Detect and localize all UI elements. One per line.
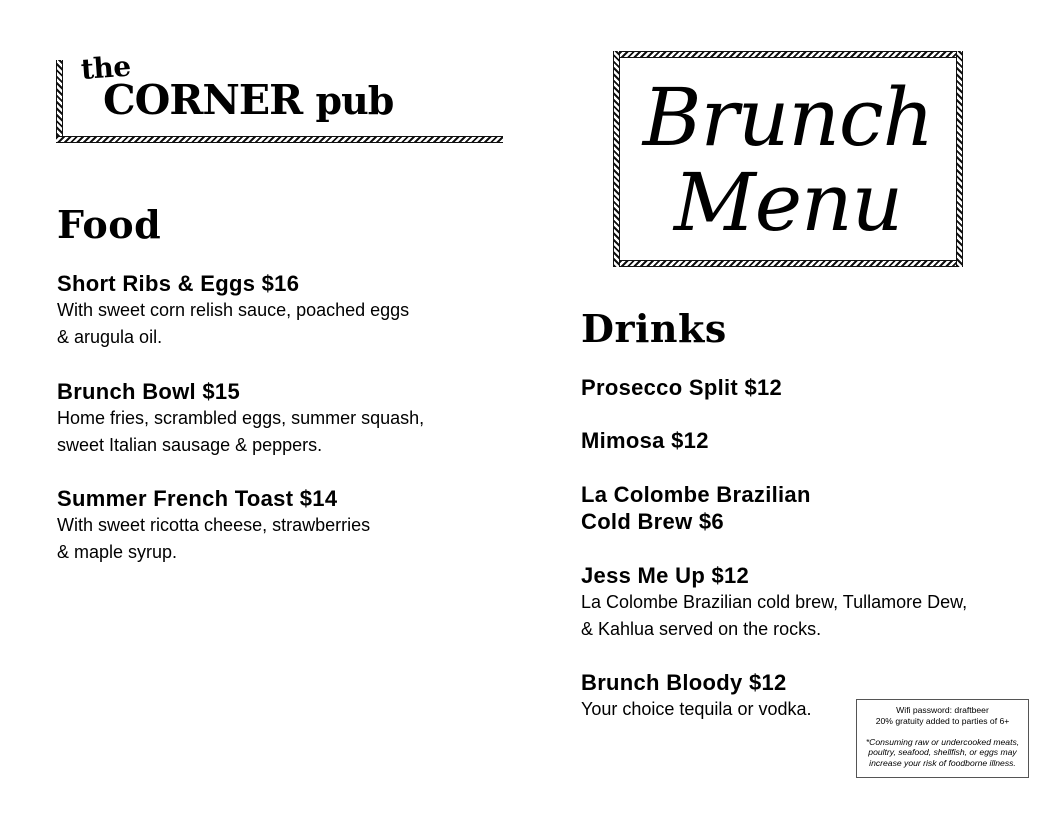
drink-item-desc: Your choice tequila or vodka. <box>581 699 812 719</box>
food-item-name: Summer French Toast $14 <box>57 486 338 511</box>
drink-item <box>581 562 967 643</box>
food-item-desc: With sweet ricotta cheese, strawberries <box>57 515 371 535</box>
food-item-desc: With sweet corn relish sauce, poached eggs <box>57 300 410 320</box>
food-item <box>57 378 424 459</box>
logo-corner-pub <box>103 76 394 124</box>
disclaimer-line: increase your risk of foodborne illness. <box>869 758 1016 769</box>
title-rope-bottom <box>613 260 963 267</box>
drink-item-name: Prosecco Split $12 <box>581 375 783 400</box>
drinks-heading: Drinks <box>581 306 727 351</box>
food-item-desc: Home fries, scrambled eggs, summer squash, <box>57 408 425 428</box>
drink-item <box>581 669 811 723</box>
food-item-desc: sweet Italian sausage & peppers. <box>57 435 323 455</box>
food-item-desc: & arugula oil. <box>57 327 163 347</box>
drink-item-desc: & Kahlua served on the rocks. <box>581 619 822 639</box>
notice-box <box>856 699 1029 778</box>
food-item <box>57 485 370 566</box>
drink-item <box>581 374 782 401</box>
disclaimer-line: *Consuming raw or undercooked meats, <box>865 736 1020 747</box>
drink-item-desc: La Colombe Brazilian cold brew, Tullamore Dew, <box>581 592 968 612</box>
wifi-password: Wifi password: draftbeer <box>896 705 989 715</box>
drink-item-name: La Colombe Brazilian <box>581 482 811 507</box>
food-item-name: Brunch Bowl $15 <box>57 379 240 404</box>
drink-item <box>581 481 811 535</box>
disclaimer-line: poultry, seafood, shellfish, or eggs may <box>868 747 1017 758</box>
food-safety-disclaimer <box>857 737 1028 769</box>
food-heading: Food <box>57 202 162 247</box>
food-item-desc: & maple syrup. <box>57 542 178 562</box>
title-line-menu: Menu <box>673 156 903 249</box>
food-item <box>57 270 409 351</box>
title-line-brunch: Brunch <box>642 71 934 164</box>
gratuity-note: 20% gratuity added to parties of 6+ <box>875 715 1010 726</box>
logo-rope-vertical <box>56 60 63 142</box>
logo-the-text: the <box>79 49 132 86</box>
drink-item-name: Jess Me Up $12 <box>581 563 750 588</box>
title-rope-top <box>613 51 963 58</box>
logo-pub-word: pub <box>315 78 394 123</box>
title-rope-right <box>956 51 963 267</box>
drink-item <box>581 427 709 454</box>
logo-corner-word: CORNER <box>103 76 303 124</box>
title-rope-left <box>613 51 620 267</box>
drink-item-name: Cold Brew $6 <box>581 509 724 534</box>
logo-rope-horizontal <box>56 136 503 143</box>
drink-item-name: Brunch Bloody $12 <box>581 670 787 695</box>
drink-item-name: Mimosa $12 <box>581 428 709 453</box>
food-item-name: Short Ribs & Eggs $16 <box>57 271 300 296</box>
